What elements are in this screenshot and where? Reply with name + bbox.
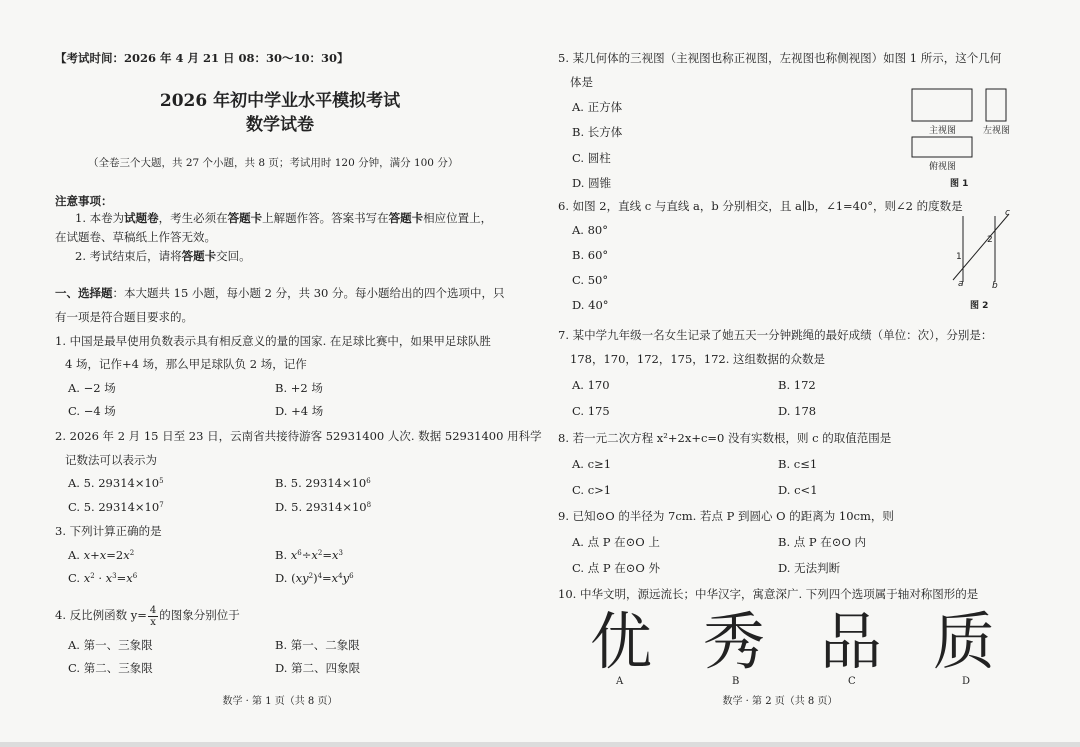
- q9-option-d: D. 无法判断: [778, 561, 841, 575]
- q3-stem: 3. 下列计算正确的是: [55, 524, 162, 538]
- q5-option-a: A. 正方体: [572, 100, 623, 114]
- note-2: 2. 考试结束后，请将答题卡交回。: [75, 249, 251, 263]
- notes-title: 注意事项：: [55, 194, 113, 208]
- q5-option-c: C. 圆柱: [572, 151, 611, 165]
- q2-option-b: B. 5. $29314\times 10^6$: [275, 476, 371, 490]
- exam-time: 【考试时间：2026 年 4 月 21 日 08：30～10：30】: [55, 51, 349, 65]
- q6-stem: 6. 如图 2，直线 c 与直线 a，b 分别相交，且 a∥b，∠1=40°，则∠2 的度数是: [558, 199, 963, 213]
- q10-label-b: B: [732, 676, 740, 687]
- q3-option-a: A. $x+x=2x^2$: [68, 548, 135, 562]
- q10-label-d: D: [962, 676, 971, 687]
- q4-fraction: $\frac{4}{x}$: [149, 604, 157, 628]
- top-view-rect: [912, 137, 972, 157]
- fig1-main-label: 主视图: [929, 126, 957, 136]
- q1-option-d: D. +4 场: [275, 404, 324, 418]
- q10-stem: 10. 中华文明，源远流长；中华汉字，寓意深广. 下列四个选项属于轴对称图形的是: [558, 587, 979, 601]
- exam-title: 2026 年初中学业水平模拟考试: [159, 91, 401, 111]
- q9-stem: 9. 已知⊙O 的半径为 7cm. 若点 P 到圆心 O 的距离为 10cm，则: [558, 509, 894, 523]
- q8-option-d: D. c<1: [778, 483, 818, 497]
- section-1-heading: 一、选择题：本大题共 15 小题，每小题 2 分，共 30 分。每小题给出的四个选项中，只: [55, 286, 505, 300]
- front-view-rect: [912, 89, 972, 121]
- page-2: [540, 0, 1080, 742]
- q5-stem-cont: 体是: [570, 75, 593, 89]
- q10-label-c: C: [848, 676, 856, 687]
- q1-option-b: B. +2 场: [275, 381, 323, 395]
- q10-char-b: 秀: [703, 605, 766, 678]
- q4-option-d: D. 第二、四象限: [275, 661, 361, 675]
- q7-option-c: C. 175: [572, 404, 610, 418]
- q4-option-a: A. 第一、三象限: [68, 638, 153, 652]
- q4-option-c: C. 第二、三象限: [68, 661, 153, 675]
- q6-option-a: A. 80°: [572, 223, 608, 237]
- q9-option-c: C. 点 P 在⊙O 外: [572, 561, 660, 575]
- q5-stem: 5. 某几何体的三视图（主视图也称正视图，左视图也称侧视图）如图 1 所示，这个几何: [558, 51, 1002, 65]
- side-view-rect: [986, 89, 1006, 121]
- section-1-cont: 有一项是符合题目要求的。: [55, 310, 193, 324]
- q8-option-b: B. c≤1: [778, 457, 818, 471]
- q3-option-c: C. $x^2 \cdot x^3=x^6$: [68, 571, 138, 585]
- q3-option-d: D. $(xy^2)^4=x^4y^6$: [275, 571, 354, 585]
- q10-char-c: 品: [820, 605, 883, 678]
- q2-stem: 2. 2026 年 2 月 15 日至 23 日，云南省共接待游客 52931400 人次. 数据 52931400 用科学: [55, 429, 542, 443]
- fig2-label-a: a: [958, 279, 964, 289]
- figure-2-parallel-lines: [945, 208, 1015, 288]
- q5-option-d: D. 圆锥: [572, 176, 612, 190]
- q1-option-c: C. −4 场: [68, 404, 116, 418]
- q7-option-a: A. 170: [572, 378, 610, 392]
- q2-option-d: D. 5. $29314\times 10^8$: [275, 500, 372, 514]
- q2-option-c: C. 5. $29314\times 10^7$: [68, 500, 164, 514]
- q9-option-b: B. 点 P 在⊙O 内: [778, 535, 867, 549]
- line-c: [953, 214, 1009, 280]
- q3-option-b: B. $x^6\div x^2=x^3$: [275, 548, 343, 562]
- q7-option-b: B. 172: [778, 378, 816, 392]
- q6-option-d: D. 40°: [572, 298, 609, 312]
- fig2-angle-1: 1: [956, 252, 962, 262]
- q1-stem: 1. 中国是最早使用负数表示具有相反意义的量的国家. 在足球比赛中，如果甲足球队胜: [55, 334, 491, 348]
- exam-info: （全卷三个大题，共 27 个小题，共 8 页；考试用时 120 分钟，满分 100 分）: [88, 157, 459, 169]
- note-1: 1. 本卷为试题卷，考生必须在答题卡上解题作答。答案书写在答题卡相应位置上，: [75, 211, 493, 225]
- q7-stem-cont: 178，170，172，175，172. 这组数据的众数是: [570, 352, 826, 366]
- q6-option-c: C. 50°: [572, 273, 609, 287]
- q6-option-b: B. 60°: [572, 248, 609, 262]
- q1-option-a: A. −2 场: [68, 381, 116, 395]
- exam-subject: 数学试卷: [246, 115, 314, 135]
- q7-stem: 7. 某中学九年级一名女生记录了她五天一分钟跳绳的最好成绩（单位：次），分别是：: [558, 328, 993, 342]
- q8-option-a: A. c≥1: [572, 457, 612, 471]
- fig2-caption: 图 2: [970, 301, 989, 311]
- page-footer-1: 数学 · 第 1 页（共 8 页）: [222, 696, 338, 707]
- note-1-cont: 在试题卷、草稿纸上作答无效。: [55, 230, 216, 244]
- q2-option-a: A. 5. $29314\times 10^5$: [68, 476, 164, 490]
- q5-option-b: B. 长方体: [572, 125, 623, 139]
- q10-label-a: A: [616, 676, 624, 687]
- q9-option-a: A. 点 P 在⊙O 上: [572, 535, 660, 549]
- fig1-top-label: 俯视图: [929, 162, 957, 172]
- fig1-left-label: 左视图: [983, 126, 1011, 136]
- q4-stem: 4. 反比例函数 y= $\frac{4}{x}$ 的图象分别位于: [55, 604, 240, 628]
- fig2-label-b: b: [992, 281, 998, 291]
- q10-char-a: 优: [590, 605, 653, 678]
- page-1: [0, 0, 540, 742]
- fig1-caption: 图 1: [950, 179, 969, 189]
- q10-char-d: 质: [933, 605, 996, 678]
- q1-stem-cont: 4 场，记作+4 场，那么甲足球队负 2 场，记作: [65, 357, 307, 371]
- page-footer-2: 数学 · 第 2 页（共 8 页）: [722, 696, 838, 707]
- q7-option-d: D. 178: [778, 404, 817, 418]
- fig2-label-c: c: [1005, 208, 1010, 218]
- q2-stem-cont: 记数法可以表示为: [65, 453, 157, 467]
- q8-option-c: C. c>1: [572, 483, 612, 497]
- q8-stem: 8. 若一元二次方程 x²+2x+c=0 没有实数根，则 c 的取值范围是: [558, 431, 892, 445]
- q4-option-b: B. 第一、二象限: [275, 638, 360, 652]
- fig2-angle-2: 2: [987, 235, 993, 245]
